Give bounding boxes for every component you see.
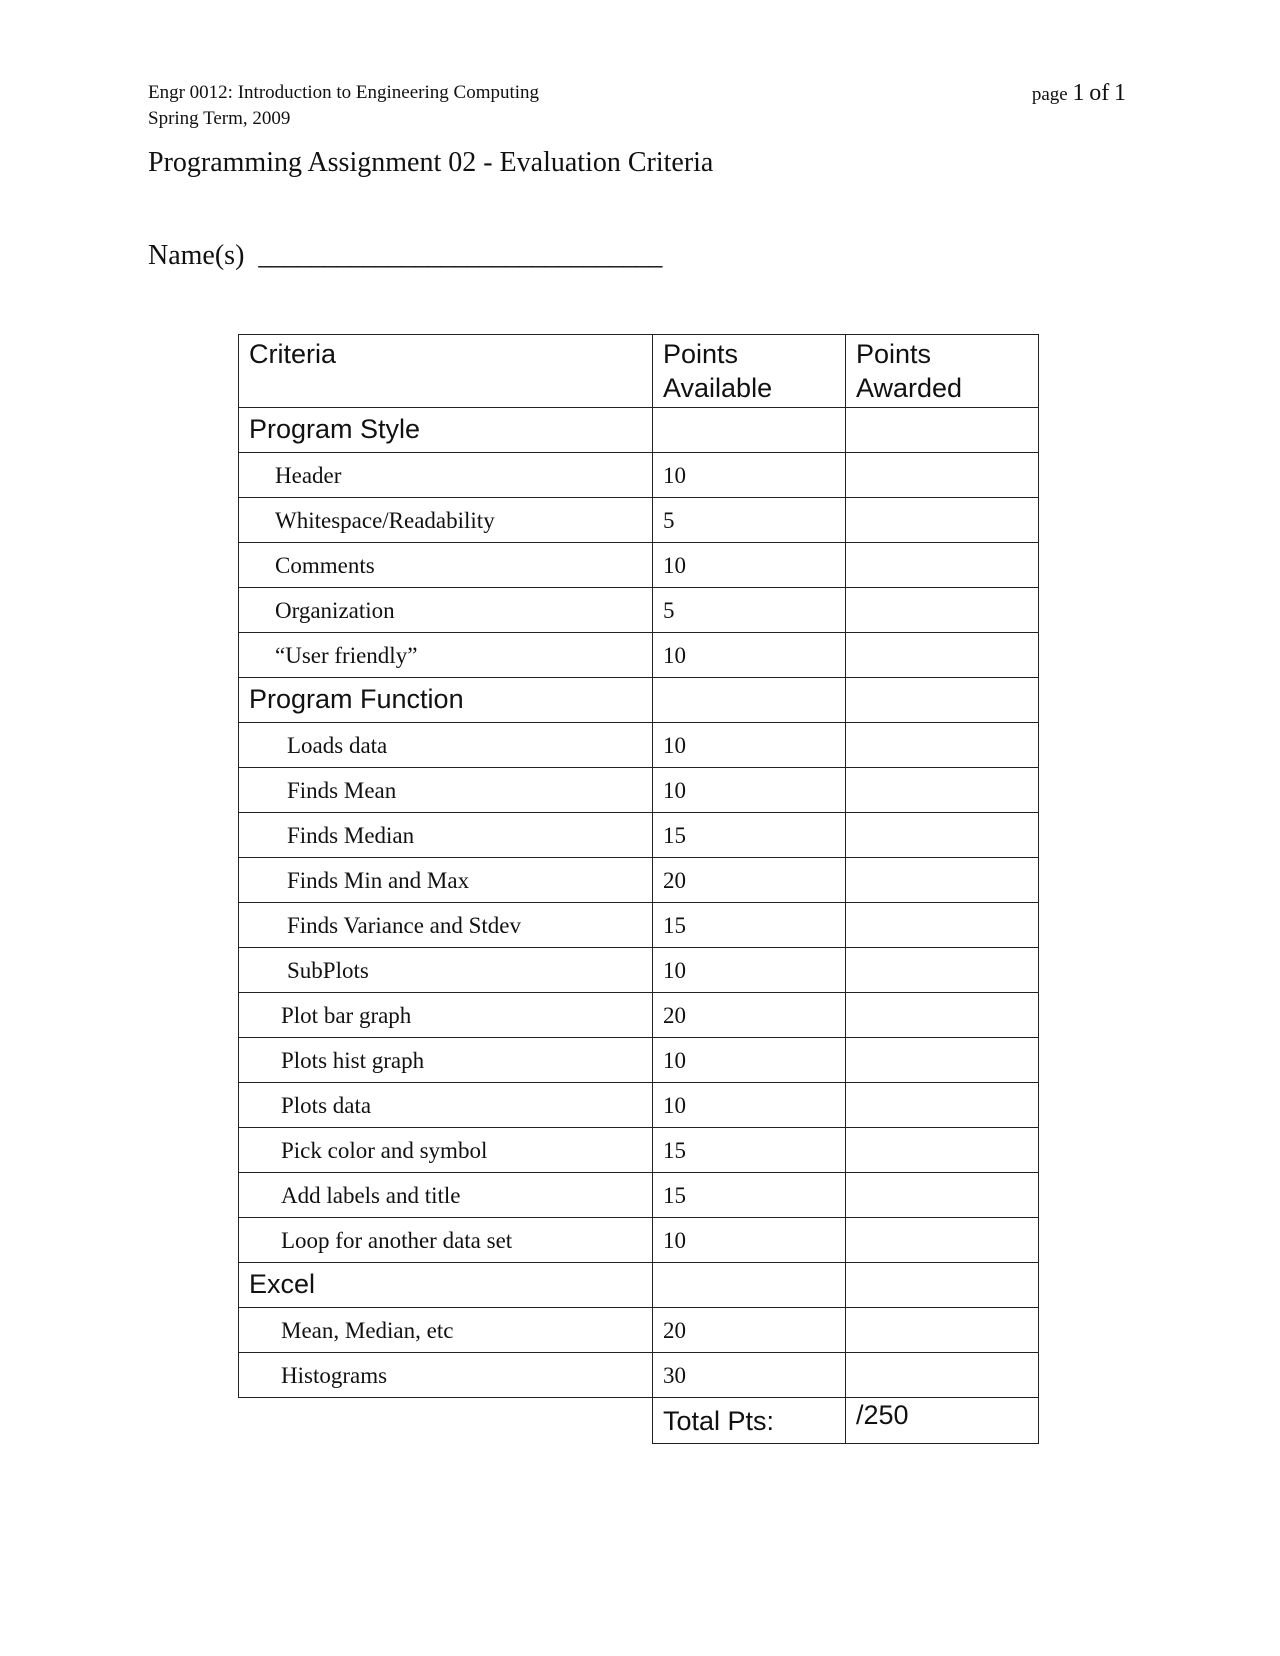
- points-available-cell: 10: [653, 633, 846, 678]
- table-row: [239, 1308, 1039, 1353]
- criteria-label: Plots data: [239, 1083, 653, 1128]
- points-available-cell: 5: [653, 498, 846, 543]
- points-awarded-cell[interactable]: [846, 453, 1039, 498]
- names-field: [148, 240, 661, 272]
- section-title: Excel: [239, 1263, 653, 1308]
- criteria-label: Finds Variance and Stdev: [239, 903, 653, 948]
- points-available-cell: 15: [653, 813, 846, 858]
- points-available-cell: 15: [653, 1128, 846, 1173]
- points-available-cell: 5: [653, 588, 846, 633]
- section-row-program-style: [239, 408, 1039, 453]
- points-available-cell: 10: [653, 1083, 846, 1128]
- names-blank-line: _______________________________: [258, 240, 662, 271]
- table-row: [239, 768, 1039, 813]
- points-awarded-cell[interactable]: [846, 903, 1039, 948]
- points-awarded-cell[interactable]: [846, 1353, 1039, 1398]
- table-row: [239, 948, 1039, 993]
- table-row: [239, 1173, 1039, 1218]
- criteria-label: Add labels and title: [239, 1173, 653, 1218]
- points-available-cell: 15: [653, 903, 846, 948]
- points-awarded-cell[interactable]: [846, 408, 1039, 453]
- points-available-cell: 30: [653, 1353, 846, 1398]
- page-total: 1: [1114, 80, 1126, 106]
- table-row: [239, 858, 1039, 903]
- table-row: [239, 723, 1039, 768]
- criteria-label: Finds Median: [239, 813, 653, 858]
- points-awarded-cell[interactable]: [846, 1128, 1039, 1173]
- points-awarded-cell[interactable]: [846, 543, 1039, 588]
- points-awarded-cell[interactable]: [846, 858, 1039, 903]
- points-awarded-header-line1: Points: [856, 339, 932, 369]
- points-available-cell: 10: [653, 768, 846, 813]
- criteria-label: “User friendly”: [239, 633, 653, 678]
- table-row: [239, 588, 1039, 633]
- section-row-program-function: [239, 678, 1039, 723]
- criteria-label: SubPlots: [239, 948, 653, 993]
- table-row: [239, 813, 1039, 858]
- table-row: [239, 903, 1039, 948]
- page-prefix: page: [1031, 84, 1068, 105]
- points-available-cell: 10: [653, 453, 846, 498]
- points-awarded-cell[interactable]: [846, 1308, 1039, 1353]
- names-label: Name(s): [148, 240, 245, 271]
- criteria-label: Finds Min and Max: [239, 858, 653, 903]
- points-awarded-cell[interactable]: [846, 1263, 1039, 1308]
- table-row: [239, 1218, 1039, 1263]
- criteria-header: Criteria: [239, 335, 653, 408]
- criteria-label: Organization: [239, 588, 653, 633]
- total-label: Total Pts:: [653, 1398, 846, 1444]
- points-awarded-header-line2: Awarded: [856, 373, 963, 403]
- points-awarded-cell[interactable]: [846, 768, 1039, 813]
- points-available-cell: 20: [653, 858, 846, 903]
- table-row: [239, 498, 1039, 543]
- criteria-label: Plot bar graph: [239, 993, 653, 1038]
- course-title: Engr 0012: Introduction to Engineering Computing: [148, 82, 540, 103]
- points-available-cell: 20: [653, 1308, 846, 1353]
- criteria-label: Histograms: [239, 1353, 653, 1398]
- section-title: Program Style: [239, 408, 653, 453]
- criteria-label: Loop for another data set: [239, 1218, 653, 1263]
- table-row: [239, 1353, 1039, 1398]
- criteria-label: Finds Mean: [239, 768, 653, 813]
- points-awarded-cell[interactable]: [846, 588, 1039, 633]
- points-available-header-line2: Available: [663, 373, 773, 403]
- points-available-cell: 10: [653, 948, 846, 993]
- points-awarded-cell[interactable]: [846, 813, 1039, 858]
- points-awarded-cell[interactable]: [846, 948, 1039, 993]
- page-number: [1032, 80, 1126, 108]
- points-available-cell: 10: [653, 1038, 846, 1083]
- table-row: [239, 1128, 1039, 1173]
- section-title: Program Function: [239, 678, 653, 723]
- page-current: 1: [1072, 80, 1085, 106]
- points-awarded-cell[interactable]: [846, 633, 1039, 678]
- points-awarded-cell[interactable]: [846, 498, 1039, 543]
- total-row: [239, 1398, 1039, 1444]
- points-available-cell: 10: [653, 1218, 846, 1263]
- points-available-cell: 15: [653, 1173, 846, 1218]
- points-awarded-cell[interactable]: [846, 678, 1039, 723]
- criteria-label: Whitespace/Readability: [239, 498, 653, 543]
- points-awarded-cell[interactable]: [846, 993, 1039, 1038]
- evaluation-table: [238, 334, 1039, 1444]
- criteria-label: Pick color and symbol: [239, 1128, 653, 1173]
- table-row: [239, 633, 1039, 678]
- points-awarded-cell[interactable]: [846, 1218, 1039, 1263]
- table-row: [239, 543, 1039, 588]
- criteria-label: Plots hist graph: [239, 1038, 653, 1083]
- page-of: of: [1089, 80, 1110, 106]
- points-available-header: [653, 335, 846, 408]
- table-row: [239, 993, 1039, 1038]
- points-awarded-cell[interactable]: [846, 1083, 1039, 1128]
- total-value[interactable]: /250: [846, 1398, 1039, 1444]
- points-available-cell: 10: [653, 543, 846, 588]
- points-awarded-cell[interactable]: [846, 1038, 1039, 1083]
- table-row: [239, 1038, 1039, 1083]
- points-awarded-cell[interactable]: [846, 723, 1039, 768]
- term-label: Spring Term, 2009: [148, 108, 291, 129]
- points-awarded-header: [846, 335, 1039, 408]
- points-awarded-cell[interactable]: [846, 1173, 1039, 1218]
- points-available-header-line1: Points: [663, 339, 739, 369]
- table-row: [239, 1083, 1039, 1128]
- points-available-cell: 10: [653, 723, 846, 768]
- criteria-label: Loads data: [239, 723, 653, 768]
- criteria-label: Mean, Median, etc: [239, 1308, 653, 1353]
- section-row-excel: [239, 1263, 1039, 1308]
- criteria-label: Header: [239, 453, 653, 498]
- points-available-cell: 20: [653, 993, 846, 1038]
- table-row: [239, 453, 1039, 498]
- criteria-label: Comments: [239, 543, 653, 588]
- document-title: Programming Assignment 02 - Evaluation Criteria: [148, 147, 714, 178]
- table-header-row: [239, 335, 1039, 408]
